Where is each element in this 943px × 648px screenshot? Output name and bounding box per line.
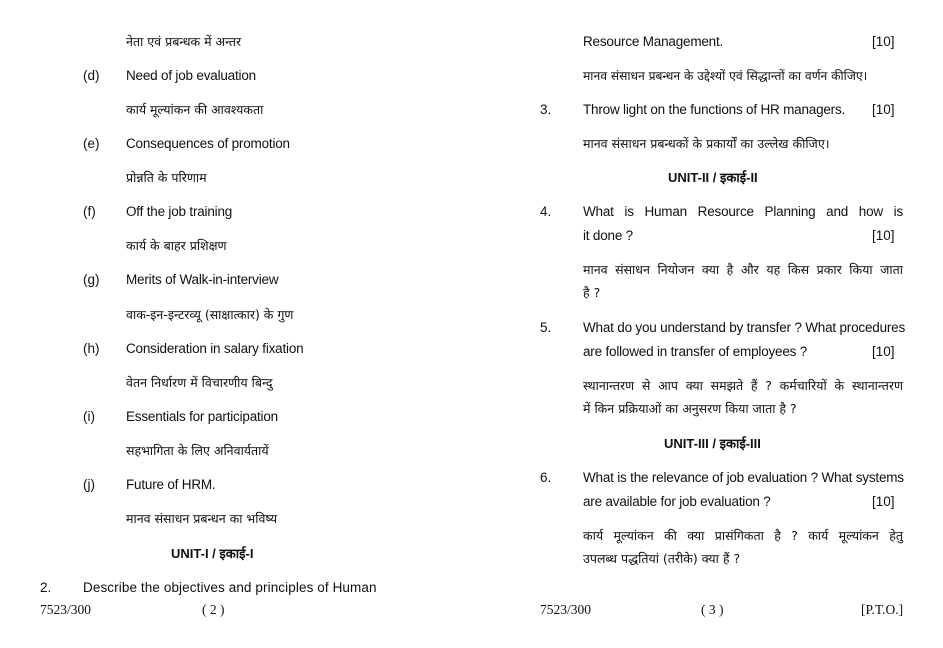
question-5-number: 5. (540, 320, 552, 335)
item-g-english: Merits of Walk-in-interview (126, 272, 279, 287)
question-2-hindi: मानव संसाधन प्रबन्धन के उद्देश्यों एवं सिद्धान्तों का वर्णन कीजिए। (583, 69, 868, 83)
item-j-label: (j) (83, 477, 95, 492)
item-d-english: Need of job evaluation (126, 68, 256, 83)
item-j-english: Future of HRM. (126, 477, 216, 492)
question-5-hindi-line-2: में किन प्रक्रियाओं का अनुसरण किया जाता है ? (583, 401, 797, 416)
item-f-english: Off the job training (126, 204, 233, 219)
question-3-number: 3. (540, 102, 552, 117)
item-g-label: (g) (83, 272, 100, 287)
item-d-label: (d) (83, 68, 100, 83)
left-footer-code: 7523/300 (40, 602, 92, 617)
item-c-hindi: नेता एवं प्रबन्धक में अन्तर (126, 34, 242, 49)
item-f-hindi: कार्य के बाहर प्रशिक्षण (126, 238, 227, 253)
item-f-label: (f) (83, 204, 96, 219)
question-6-marks: [10] (872, 494, 895, 509)
unit-3-heading: UNIT-III / इकाई-III (664, 436, 761, 451)
item-d-hindi: कार्य मूल्यांकन की आवश्यकता (126, 102, 264, 117)
unit-1-heading: UNIT-I / इकाई-I (171, 546, 254, 561)
item-h-english: Consideration in salary fixation (126, 341, 304, 356)
item-e-hindi: प्रोन्नति के परिणाम (126, 170, 207, 185)
question-3-english: Throw light on the functions of HR managers. (583, 102, 846, 117)
question-5-hindi-line-1: स्थानान्तरण से आप क्या समझते हैं ? कर्मचारियों के स्थानान्तरण (583, 378, 903, 393)
unit-2-heading: UNIT-II / इकाई-II (668, 170, 758, 185)
right-footer-page-number: ( 3 ) (701, 602, 724, 617)
question-2-marks: [10] (872, 34, 895, 49)
question-3-marks: [10] (872, 102, 895, 117)
question-2-number: 2. (40, 580, 52, 595)
item-h-label: (h) (83, 341, 100, 356)
item-h-hindi: वेतन निर्धारण में विचारणीय बिन्दु (126, 375, 273, 390)
item-i-hindi: सहभागिता के लिए अनिवार्यतायें (126, 443, 269, 458)
question-4-hindi-line-2: है ? (583, 285, 601, 300)
item-i-label: (i) (83, 409, 95, 424)
question-5-line-2: are followed in transfer of employees ? (583, 344, 808, 359)
question-2-line-2: Resource Management. (583, 34, 724, 49)
question-6-hindi-line-1: कार्य मूल्यांकन की क्या प्रासंगिकता है ? कार्य मूल्यांकन हेतु (583, 528, 903, 543)
question-4-line-1: What is Human Resource Planning and how is (583, 204, 903, 219)
left-footer-page-number: ( 2 ) (202, 602, 225, 617)
item-j-hindi: मानव संसाधन प्रबन्धन का भविष्य (126, 511, 278, 526)
question-6-line-1: What is the relevance of job evaluation ? What systems (583, 470, 904, 485)
question-5-line-1: What do you understand by transfer ? What procedures (583, 320, 906, 335)
item-e-label: (e) (83, 136, 100, 151)
question-4-number: 4. (540, 204, 552, 219)
question-4-marks: [10] (872, 228, 895, 243)
item-g-hindi: वाक-इन-इन्टरव्यू (साक्षात्कार) के गुण (126, 307, 294, 322)
question-6-line-2: are available for job evaluation ? (583, 494, 771, 509)
question-4-hindi-line-1: मानव संसाधन नियोजन क्या है और यह किस प्रकार किया जाता (583, 262, 903, 277)
question-5-marks: [10] (872, 344, 895, 359)
right-footer-code: 7523/300 (540, 602, 592, 617)
question-4-line-2: it done ? (583, 228, 633, 243)
question-6-number: 6. (540, 470, 552, 485)
right-footer-pto: [P.T.O.] (861, 602, 904, 617)
question-3-hindi: मानव संसाधन प्रबन्धकों के प्रकार्यों का उल्लेख कीजिए। (583, 136, 830, 151)
question-6-hindi-line-2: उपलब्ध पद्धतियां (तरीके) क्या हैं ? (583, 551, 741, 566)
item-e-english: Consequences of promotion (126, 136, 290, 151)
question-2-line-1: Describe the objectives and principles of Human (83, 580, 377, 595)
item-i-english: Essentials for participation (126, 409, 278, 424)
